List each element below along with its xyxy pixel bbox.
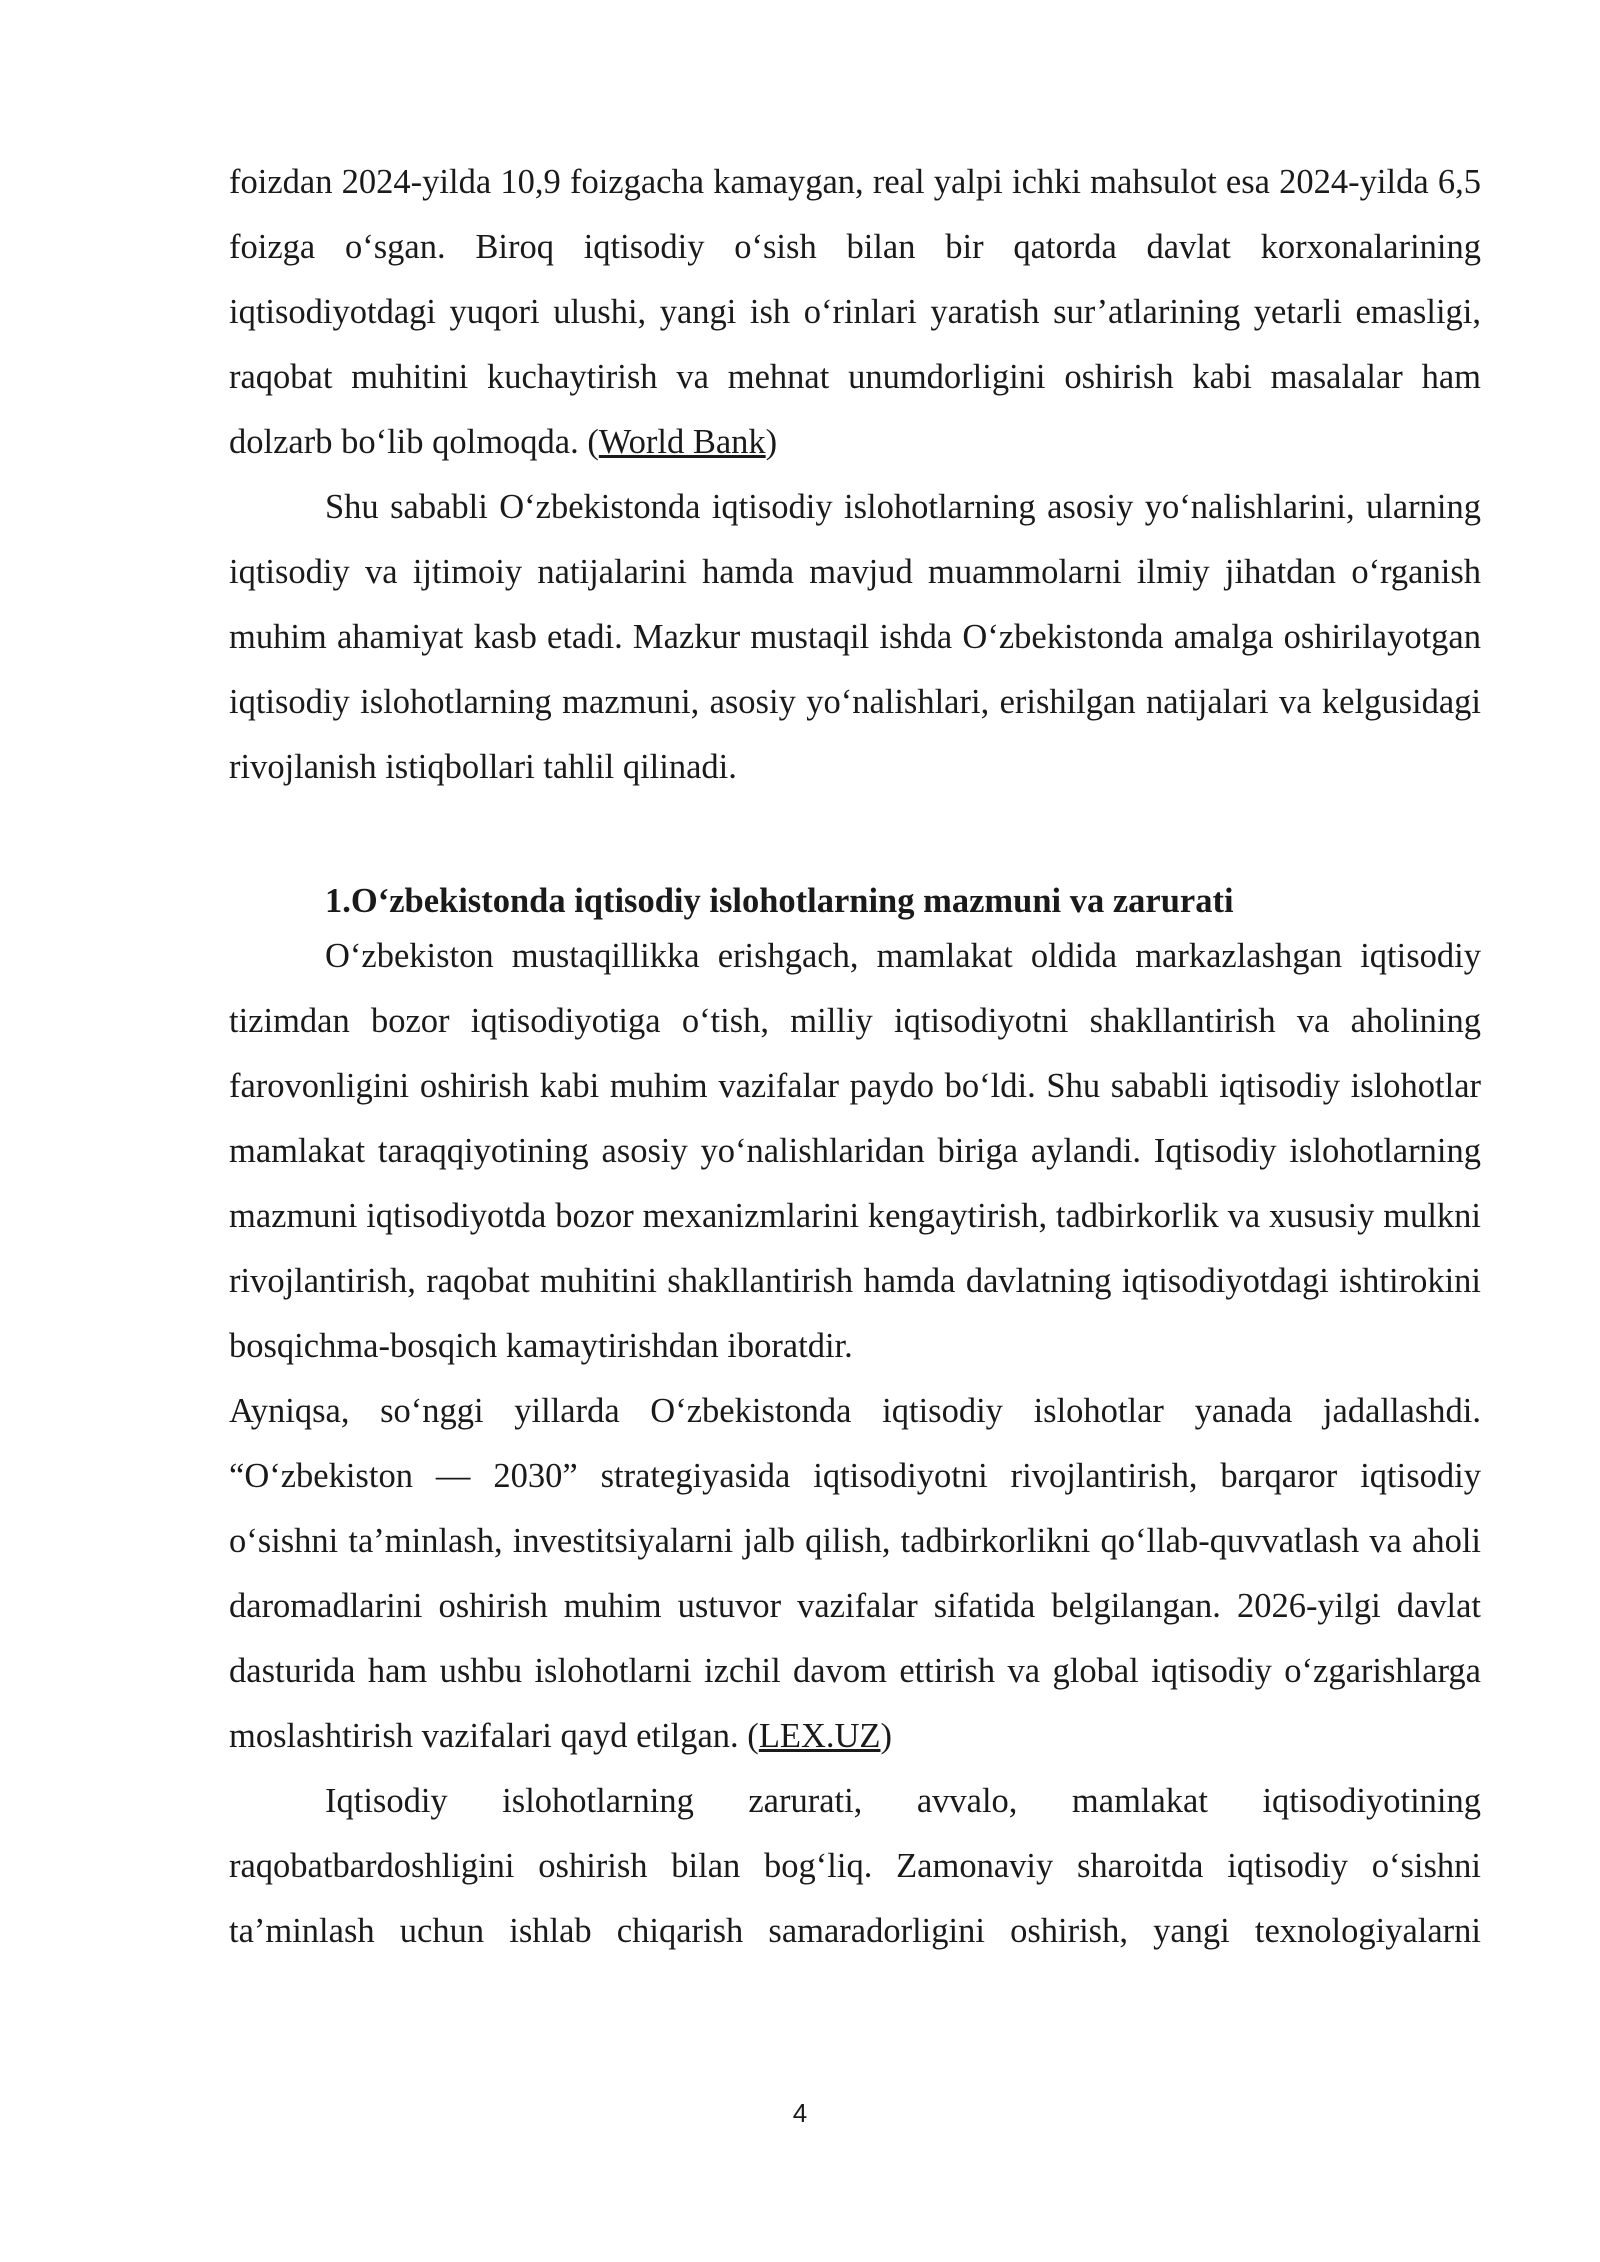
section-paragraph-1: O‘zbekiston mustaqillikka erishgach, mamlakat oldida markazlashgan iqtisodiy tizimdan bozor iqtisodiyotiga o‘tish, milliy iqtisodiyotni shakllantirish va aholining farovonligini oshirish kabi muhim vazifalar paydo bo‘ldi. Shu sababli iqtisodiy islohotlar mamlakat taraqqiyotining asosiy yo‘nalishlaridan biriga aylandi. Iqtisodiy islohotlarning mazmuni iqtisodiyotda bozor mexanizmlarini kengaytirish, tadbirkorlik va xususiy mulkni rivojlantirish, raqobat muhitini shakllantirish hamda davlatning iqtisodiyotdagi ishtirokini bosqichma-bosqich kamaytirishdan iboratdir.	[229, 937, 1481, 1365]
section-heading: 1.O‘zbekistonda iqtisodiy islohotlarning mazmuni va zarurati	[325, 882, 1234, 920]
document-page	[229, 150, 1481, 1964]
section-paragraph-2-text: Ayniqsa, so‘nggi yillarda O‘zbekistonda iqtisodiy islohotlar yanada jadallashdi. “O‘zbekiston — 2030” strategiyasida iqtisodiyotni rivojlantirish, barqaror iqtisodiy o‘sishni ta’minlash, investitsiyalarni jalb qilish, tadbirkorlikni qo‘llab-quvvatlash va aholi daromadlarini oshirish muhim ustuvor vazifalar sifatida belgilangan. 2026-yilgi davlat dasturida ham ushbu islohotlarni izchil davom ettirish va global iqtisodiy o‘zgarishlarga moslashtirish vazifalari qayd etilgan. (	[229, 1392, 1481, 1755]
section-paragraph-2	[229, 1379, 1481, 1769]
world-bank-link[interactable]: World Bank	[598, 423, 766, 461]
page-number: 4	[792, 2098, 808, 2128]
intro-paragraph-2: Shu sababli O‘zbekistonda iqtisodiy islohotlarning asosiy yo‘nalishlarini, ularning iqtisodiy va ijtimoiy natijalarini hamda mavjud muammolarni ilmiy jihatdan o‘rganish muhim ahamiyat kasb etadi. Mazkur mustaqil ishda O‘zbekistonda amalga oshirilayotgan iqtisodiy islohotlarning mazmuni, asosiy yo‘nalishlari, erishilgan natijalari va kelgusidagi rivojlanish istiqbollari tahlil qilinadi.	[229, 488, 1481, 786]
section-paragraph-2-close: )	[880, 1717, 892, 1755]
intro-paragraph-1-close: )	[765, 423, 778, 461]
intro-paragraph-1-text: foizdan 2024-yilda 10,9 foizgacha kamaygan, real yalpi ichki mahsulot esa 2024-yilda 6,5 foizga o‘sgan. Biroq iqtisodiy o‘sish bilan bir qatorda davlat korxonalarining iqtisodiyotdagi yuqori ulushi, yangi ish o‘rinlari yaratish sur’atlarining yetarli emasligi, raqobat muhitini kuchaytirish va mehnat unumdorligini oshirish kabi masalalar ham dolzarb bo‘lib qolmoqda. (	[229, 163, 1481, 461]
intro-paragraph-1	[229, 150, 1481, 475]
section-paragraph-3: Iqtisodiy islohotlarning zarurati, avvalo, mamlakat iqtisodiyotining raqobatbardoshligini oshirish bilan bog‘liq. Zamonaviy sharoitda iqtisodiy o‘sishni ta’minlash uchun ishlab chiqarish samaradorligini oshirish, yangi texnologiyalarni	[229, 1782, 1481, 1950]
lex-uz-link[interactable]: LEX.UZ	[758, 1717, 881, 1755]
